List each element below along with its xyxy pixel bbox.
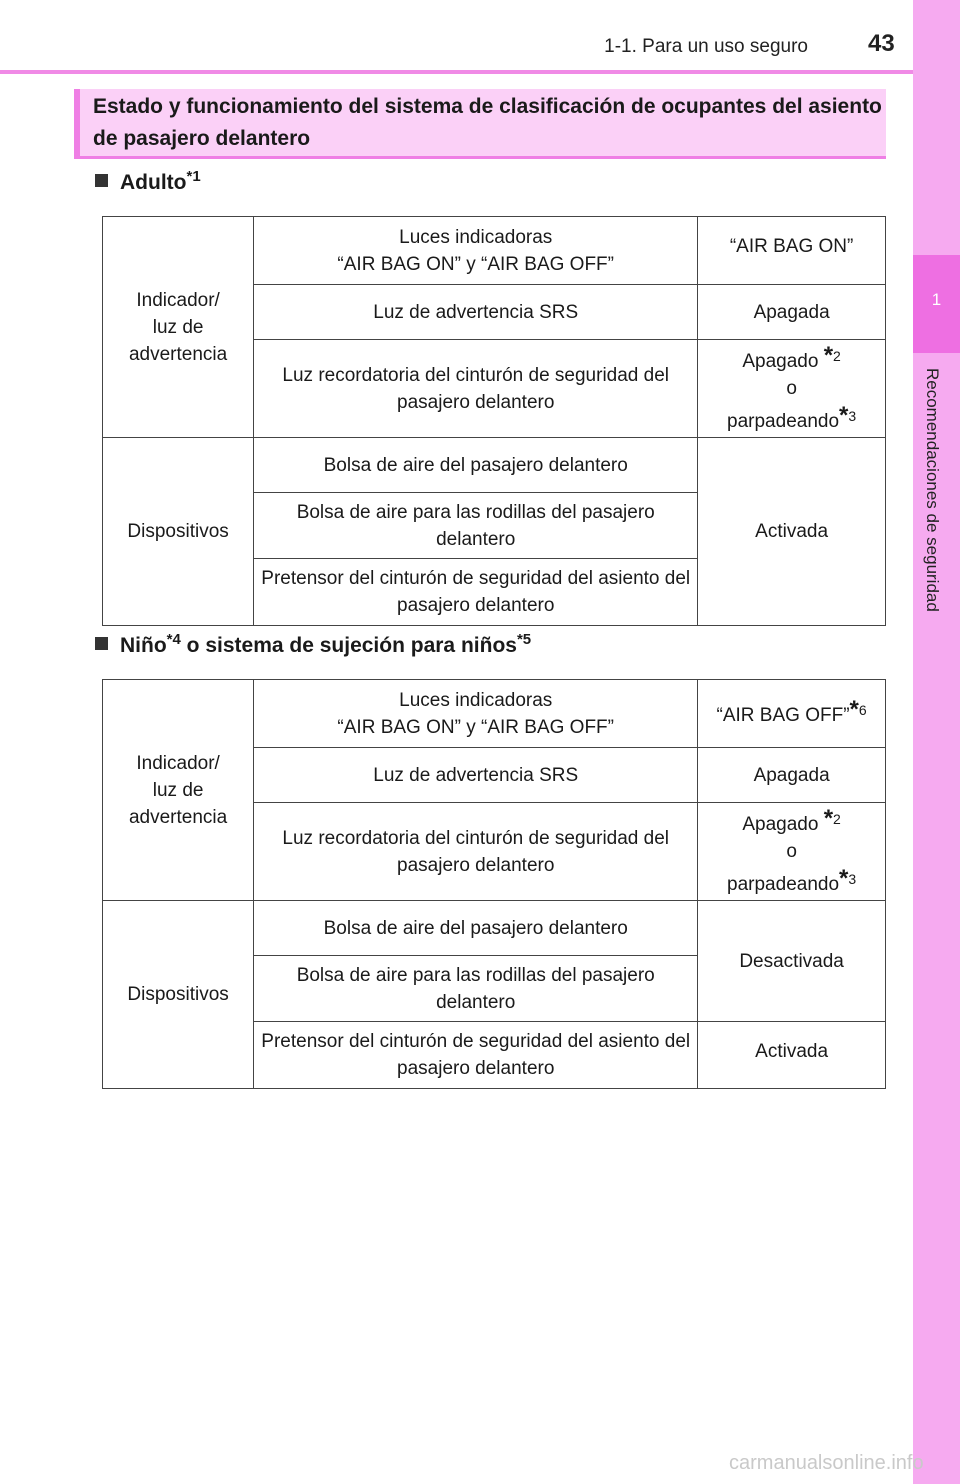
asterisk-icon: * xyxy=(823,805,834,832)
table-cell: Luz recordatoria del cinturón de seguridad del pasajero delantero xyxy=(254,803,698,901)
table-cell: Luz recordatoria del cinturón de seguridad del pasajero delantero xyxy=(254,340,698,438)
table-cell: “AIR BAG OFF”*$^6$ xyxy=(698,680,886,748)
watermark-text: carmanualsonline.info xyxy=(729,1452,924,1474)
table-cell: Apagado *$^2$ o parpadeando*$^3$ xyxy=(698,340,886,438)
table-group-label: Indicador/ luz de advertencia xyxy=(103,217,254,438)
table-cell: Bolsa de aire para las rodillas del pasajero delantero xyxy=(254,956,698,1022)
asterisk-icon: * xyxy=(849,696,859,723)
table-cell: Bolsa de aire para las rodillas del pasajero delantero xyxy=(254,493,698,559)
chapter-side-tab xyxy=(913,0,960,1484)
table-cell: Apagada xyxy=(698,285,886,340)
table-cell: “AIR BAG ON” xyxy=(698,217,886,285)
table-cell: Luces indicadoras “AIR BAG ON” y “AIR BAG OFF” xyxy=(254,217,698,285)
bullet-square-icon xyxy=(95,174,108,187)
table-cell: Pretensor del cinturón de seguridad del asiento del pasajero delantero xyxy=(254,559,698,626)
table-cell: Desactivada xyxy=(698,901,886,1022)
footnote-marker: *1 xyxy=(186,168,201,185)
table-cell: Luces indicadoras “AIR BAG ON” y “AIR BAG OFF” xyxy=(254,680,698,748)
footnote-marker: *5 xyxy=(516,631,532,648)
table-group-label: Dispositivos xyxy=(103,901,254,1089)
table-cell: Pretensor del cinturón de seguridad del asiento del pasajero delantero xyxy=(254,1022,698,1089)
child-status-table xyxy=(102,679,886,1089)
header-section-title: 1-1. Para un uso seguro xyxy=(604,36,808,57)
asterisk-icon: * xyxy=(839,402,849,429)
adult-status-table xyxy=(102,216,886,626)
chapter-number: 1 xyxy=(931,290,942,309)
adult-heading: Adulto$^{*1}$ xyxy=(95,168,201,195)
table-cell: Apagado *$^2$ o parpadeando*$^3$ xyxy=(698,803,886,901)
table-cell: Luz de advertencia SRS xyxy=(254,285,698,340)
section-title: Estado y funcionamiento del sistema de clasificación de ocupantes del asiento de pasajero delantero xyxy=(93,95,882,150)
child-heading: Niño$^{*4}$ o sistema de sujeción para niños$^{*5}$ xyxy=(95,631,531,658)
chapter-label: Recomendaciones de seguridad xyxy=(923,368,942,612)
table-group-label: Dispositivos xyxy=(103,438,254,626)
header-rule xyxy=(0,70,913,74)
table-cell: Luz de advertencia SRS xyxy=(254,748,698,803)
bullet-square-icon xyxy=(95,637,108,650)
asterisk-icon: * xyxy=(823,342,834,369)
footnote-marker: *4 xyxy=(166,631,181,648)
asterisk-icon: * xyxy=(839,865,849,892)
table-cell: Activada xyxy=(698,438,886,626)
table-cell: Activada xyxy=(698,1022,886,1089)
table-group-label: Indicador/ luz de advertencia xyxy=(103,680,254,901)
page-number: 43 xyxy=(868,30,895,57)
table-cell: Bolsa de aire del pasajero delantero xyxy=(254,901,698,956)
table-cell: Bolsa de aire del pasajero delantero xyxy=(254,438,698,493)
table-cell: Apagada xyxy=(698,748,886,803)
